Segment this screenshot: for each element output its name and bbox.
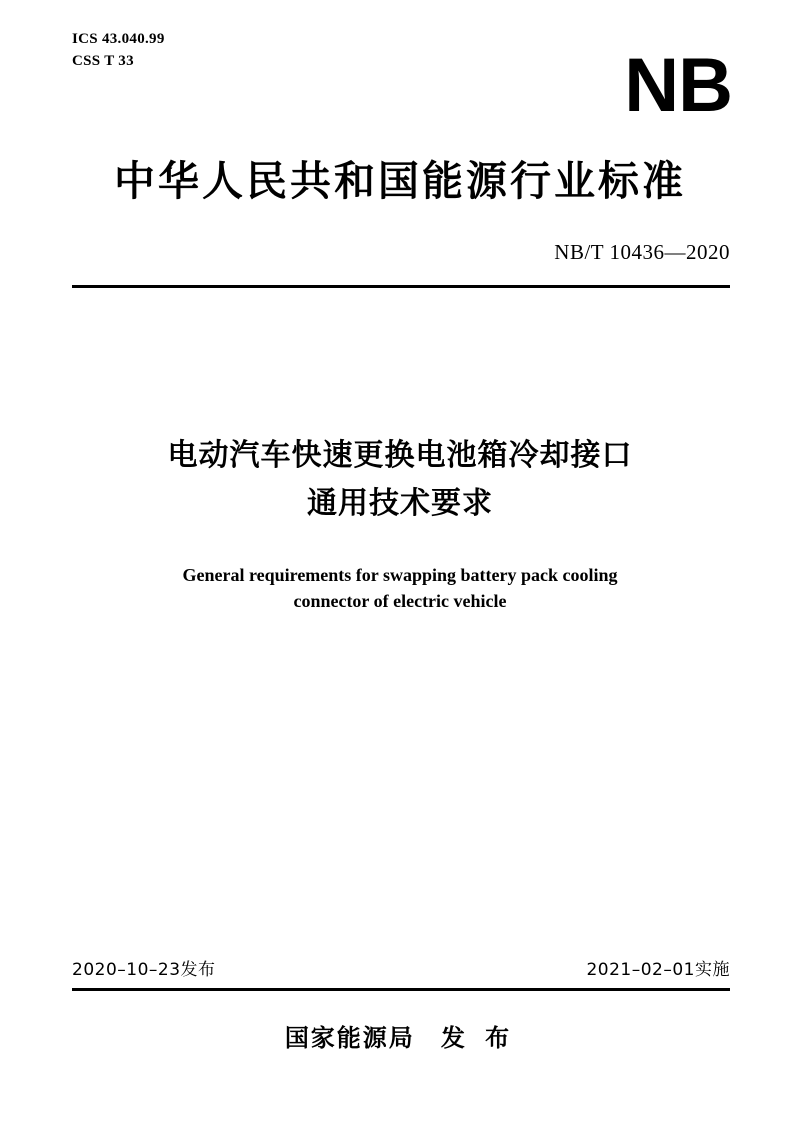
page-title-english-line1: General requirements for swapping battery pack cooling [182, 565, 618, 585]
dates-row [72, 955, 730, 981]
page-title-line1: 电动汽车快速更换电池箱冷却接口 [167, 438, 633, 473]
page-title-english [110, 562, 690, 614]
classification-block [72, 28, 165, 72]
ics-code: ICS 43.040.99 [72, 31, 165, 47]
publisher-name: 国家能源局 [284, 1024, 415, 1052]
page-title [90, 432, 710, 528]
publisher-verb: 发 布 [440, 1024, 516, 1052]
effective-date: 2021–02–01实施 [586, 960, 730, 980]
nb-logo: NB [624, 43, 732, 128]
divider-bottom [72, 988, 730, 991]
issue-date: 2020–10–23发布 [72, 960, 216, 980]
standard-number: NB/T 10436—2020 [554, 240, 730, 264]
css-code: CSS T 33 [72, 53, 134, 69]
page-title-english-line2: connector of electric vehicle [293, 591, 507, 611]
publisher [0, 1018, 800, 1053]
divider-top [72, 285, 730, 288]
issuer-title: 中华人民共和国能源行业标准 [114, 157, 686, 205]
page-title-line2: 通用技术要求 [307, 486, 493, 521]
